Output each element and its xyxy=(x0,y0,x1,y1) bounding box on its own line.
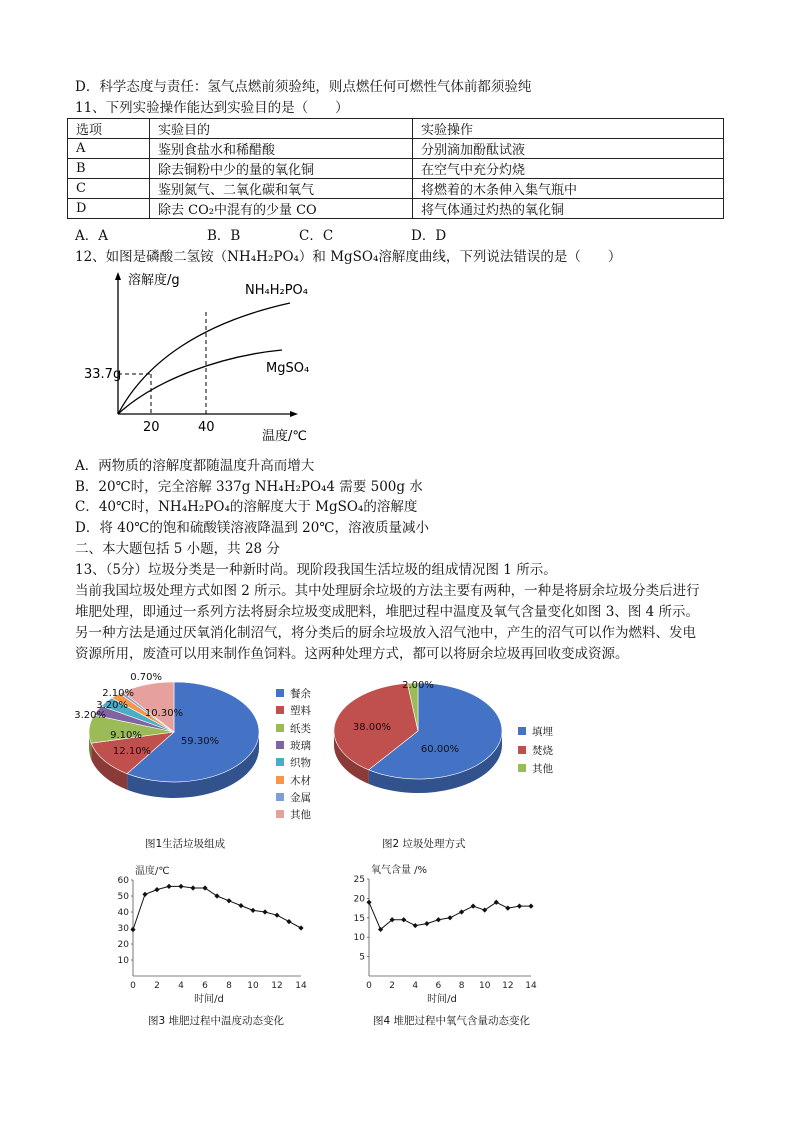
fig3-line-chart xyxy=(108,858,318,1008)
pie-data-label: 10.30% xyxy=(144,708,184,719)
table-cell: 分别滴加酚酞试液 xyxy=(413,139,724,159)
fig4-line-chart xyxy=(345,858,555,1008)
table-cell: A xyxy=(68,139,150,159)
table-cell: 将气体通过灼热的氧化铜 xyxy=(413,199,724,219)
q11-option-b: B．B xyxy=(207,228,241,244)
table-cell: C xyxy=(68,179,150,199)
q11-option-a: A．A xyxy=(75,228,108,244)
legend-item xyxy=(518,761,553,776)
x-tick-label: 4 xyxy=(412,981,419,991)
legend-swatch xyxy=(276,810,284,818)
y-axis-arrow xyxy=(115,272,121,280)
table-cell: 鉴别食盐水和稀醋酸 xyxy=(150,139,413,159)
data-point xyxy=(250,908,255,913)
q12-option-a: A．两物质的溶解度都随温度升高而增大 xyxy=(75,458,315,474)
legend-label: 木材 xyxy=(290,774,311,787)
curve-label-nh4h2po4: NH₄H₂PO₄ xyxy=(245,283,308,298)
legend-label: 塑料 xyxy=(290,705,311,718)
legend-swatch xyxy=(518,746,526,754)
table-row xyxy=(68,179,724,199)
x-tick-label: 8 xyxy=(226,981,232,991)
q11-option-c: C．C xyxy=(299,228,334,244)
y-axis-label: 氧气含量 /% xyxy=(371,865,428,876)
pie-data-label: 60.00% xyxy=(420,744,460,755)
series-line xyxy=(133,886,301,929)
nh4h2po4-curve xyxy=(118,303,290,414)
q12-option-b: B．20℃时，完全溶解 337g NH₄H₂PO₄4 需要 500g 水 xyxy=(75,479,423,495)
table-cell: 鉴别氮气、二氧化碳和氧气 xyxy=(150,179,413,199)
table-cell: D xyxy=(68,199,150,219)
x-tick-label: 2 xyxy=(389,981,396,991)
x-tick-label: 4 xyxy=(178,981,184,991)
x-axis-label: 时间/d xyxy=(194,994,224,1005)
table-cell: 将燃着的木条伸入集气瓶中 xyxy=(413,179,724,199)
fig2-pie-chart xyxy=(330,676,520,816)
data-point xyxy=(366,900,371,905)
legend-item xyxy=(276,686,311,701)
data-point xyxy=(459,909,464,914)
legend-label: 织物 xyxy=(290,757,311,770)
legend-label: 其他 xyxy=(532,763,553,775)
pie-data-label: 3.20% xyxy=(96,700,128,711)
y-tick-label: 25 xyxy=(353,875,365,885)
x-tick-label: 8 xyxy=(458,981,465,991)
legend-swatch xyxy=(276,689,284,697)
x-axis-label: 时间/d xyxy=(427,994,457,1005)
data-point xyxy=(190,885,195,890)
pie-data-label: 3.20% xyxy=(74,710,106,721)
data-point xyxy=(286,919,291,924)
table-header-row xyxy=(68,119,724,139)
legend-label: 玻璃 xyxy=(290,739,311,752)
data-point xyxy=(298,925,303,930)
x-tick-label: 10 xyxy=(247,981,259,991)
legend-swatch xyxy=(276,776,284,784)
fig1-pie-chart xyxy=(74,670,282,820)
data-point xyxy=(471,904,476,909)
y-tick-label: 60 xyxy=(117,876,129,886)
q11-options xyxy=(75,227,446,245)
pie-data-label: 0.70% xyxy=(130,672,162,683)
section-heading: 二、本大题包括 5 小题，共 28 分 xyxy=(75,541,280,557)
legend-label: 餐余 xyxy=(290,688,311,700)
legend-item xyxy=(276,721,311,736)
legend-swatch xyxy=(276,758,284,766)
x-axis-arrow xyxy=(290,411,298,417)
fig2-caption: 图2 垃圾处理方式 xyxy=(382,838,466,850)
data-point xyxy=(238,903,243,908)
x-tick-label: 2 xyxy=(154,981,160,991)
table-cell: 除去 CO₂中混有的少量 CO xyxy=(150,199,413,219)
legend-label: 其他 xyxy=(290,809,311,822)
data-point xyxy=(262,909,267,914)
pie-data-label: 12.10% xyxy=(112,746,152,757)
y-tick-label: 15 xyxy=(353,913,365,924)
y-tick-label: 20 xyxy=(353,894,365,905)
data-point xyxy=(436,917,441,922)
tick-40: 40 xyxy=(198,420,215,435)
data-point xyxy=(528,904,533,909)
legend-item xyxy=(518,743,553,758)
fig1-caption: 图1生活垃圾组成 xyxy=(145,838,226,850)
x-tick-label: 12 xyxy=(271,981,283,991)
legend-label: 金属 xyxy=(290,791,311,804)
x-tick-label: 14 xyxy=(525,981,537,991)
q13-line3: 堆肥处理，即通过一系列方法将厨余垃圾变成肥料，堆肥过程中温度及氧气含量变化如图 3、图 4 所示。 xyxy=(75,604,700,620)
data-point xyxy=(447,915,452,920)
legend-swatch xyxy=(276,706,284,714)
data-point xyxy=(413,923,418,928)
table-header: 实验操作 xyxy=(413,119,724,139)
pie-data-label: 2.10% xyxy=(102,688,134,699)
legend-label: 填埋 xyxy=(532,726,553,738)
q11-option-d: D．D xyxy=(411,228,447,244)
data-point xyxy=(166,884,171,889)
table-row xyxy=(68,159,724,179)
x-tick-label: 10 xyxy=(478,981,491,991)
fig4-caption: 图4 堆肥过程中氧气含量动态变化 xyxy=(373,1015,531,1027)
legend-item xyxy=(276,790,311,805)
data-point xyxy=(226,898,231,903)
pie-data-label: 59.30% xyxy=(180,736,220,747)
x-axis-label: 温度/℃ xyxy=(262,429,307,444)
x-tick-label: 14 xyxy=(295,981,307,991)
data-point xyxy=(424,921,429,926)
data-point xyxy=(202,885,207,890)
tick-20: 20 xyxy=(143,420,160,435)
legend-swatch xyxy=(518,764,526,772)
q10-option-d: D．科学态度与责任：氢气点燃前须验纯，则点燃任何可燃性气体前都须验纯 xyxy=(75,79,532,95)
y-tick-label: 20 xyxy=(117,940,129,950)
y-tick-label: 10 xyxy=(117,956,129,966)
y-tick-label: 50 xyxy=(117,892,129,902)
table-row xyxy=(68,199,724,219)
mgso4-curve xyxy=(118,350,282,414)
data-point xyxy=(274,913,279,918)
data-point xyxy=(401,917,406,922)
pie-data-label: 2.00% xyxy=(402,680,434,691)
data-point xyxy=(214,893,219,898)
x-tick-label: 12 xyxy=(502,981,514,991)
curve-label-mgso4: MgSO₄ xyxy=(266,361,310,376)
legend-item xyxy=(276,755,311,770)
table-cell: 除去铜粉中少的量的氧化铜 xyxy=(150,159,413,179)
q11-table xyxy=(67,118,724,219)
y-tick-label: 5 xyxy=(359,952,365,963)
legend-label: 纸类 xyxy=(290,722,311,735)
y-tick-label: 40 xyxy=(117,908,129,918)
q13-line1: 13、（5分）垃圾分类是一种新时尚。现阶段我国生活垃圾的组成情况图 1 所示。 xyxy=(75,562,557,578)
x-tick-label: 6 xyxy=(202,981,208,991)
data-point xyxy=(142,892,147,897)
q13-line4: 另一种方法是通过厌氧消化制沼气，将分类后的厨余垃圾放入沼气池中，产生的沼气可以作为燃料、发电 xyxy=(75,625,696,641)
q12-option-c: C．40℃时，NH₄H₂PO₄的溶解度大于 MgSO₄的溶解度 xyxy=(75,499,418,515)
pie-data-label: 9.10% xyxy=(110,730,142,741)
data-point xyxy=(178,884,183,889)
fig3-caption: 图3 堆肥过程中温度动态变化 xyxy=(148,1015,285,1027)
table-cell: 在空气中充分灼烧 xyxy=(413,159,724,179)
table-row xyxy=(68,139,724,159)
x-tick-label: 0 xyxy=(130,981,136,991)
data-point xyxy=(517,904,522,909)
legend-swatch xyxy=(276,724,284,732)
y-axis-label: 溶解度/g xyxy=(128,273,180,288)
q13-line5: 资源所用，废渣可以用来制作鱼饲料。这两种处理方式，都可以将厨余垃圾再回收变成资源。 xyxy=(75,646,629,662)
x-tick-label: 0 xyxy=(366,981,372,991)
q12-stem: 12、如图是磷酸二氢铵（NH₄H₂PO₄）和 MgSO₄溶解度曲线，下列说法错误的是（ ） xyxy=(75,249,622,265)
mark-33-7g: 33.7g xyxy=(84,367,122,382)
legend-label: 焚烧 xyxy=(532,744,553,757)
legend-item xyxy=(276,738,311,753)
q12-solubility-graph xyxy=(70,268,330,448)
legend-item xyxy=(276,807,311,822)
legend-item xyxy=(276,773,311,788)
data-point xyxy=(154,887,159,892)
x-tick-label: 6 xyxy=(435,981,442,991)
data-point xyxy=(505,906,510,911)
legend-item xyxy=(276,703,311,718)
legend-swatch xyxy=(276,741,284,749)
y-tick-label: 10 xyxy=(353,933,365,944)
table-header: 实验目的 xyxy=(150,119,413,139)
legend-item xyxy=(518,724,553,739)
q12-option-d: D．将 40℃的饱和硫酸镁溶液降温到 20℃，溶液质量减小 xyxy=(75,520,429,536)
y-tick-label: 30 xyxy=(117,924,129,934)
table-cell: B xyxy=(68,159,150,179)
table-header: 选项 xyxy=(68,119,150,139)
pie-data-label: 38.00% xyxy=(352,722,392,733)
q13-line2: 当前我国垃圾处理方式如图 2 所示。其中处理厨余垃圾的方法主要有两种，一种是将厨余垃圾分类后进行 xyxy=(75,583,700,599)
legend-swatch xyxy=(518,727,526,735)
y-axis-label: 温度/℃ xyxy=(135,866,170,877)
q11-stem: 11、下列实验操作能达到实验目的是（ ） xyxy=(75,100,349,116)
legend-swatch xyxy=(276,793,284,801)
